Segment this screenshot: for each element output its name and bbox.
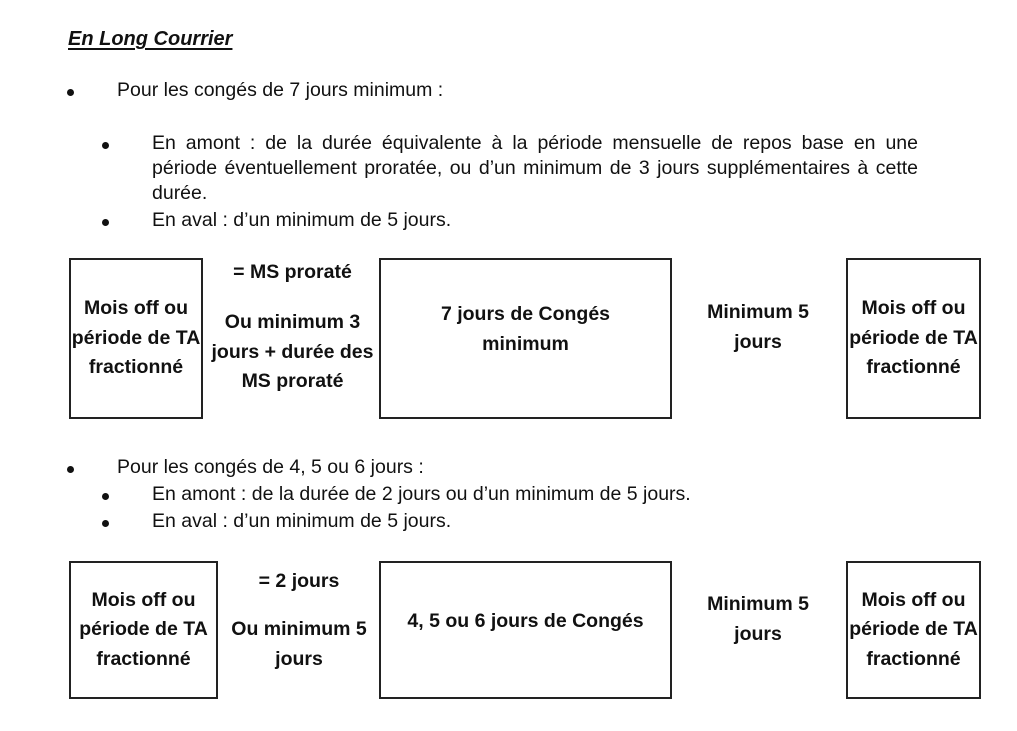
- period-box-after-label: Mois off ou période de TA fractionné: [849, 297, 978, 379]
- section1-title: Pour les congés de 7 jours minimum :: [117, 79, 444, 101]
- min-five-days-before-label: Ou minimum 5 jours: [231, 618, 367, 670]
- section2-aval: En aval : d’un minimum de 5 jours.: [152, 510, 452, 532]
- period-box-after: [846, 258, 981, 419]
- ms-prorate-label: = MS proraté: [233, 261, 352, 283]
- section2-amont: En amont : de la durée de 2 jours ou d’un minimum de 5 jours.: [152, 483, 691, 505]
- bullet-icon: [102, 520, 109, 527]
- after-minimum-label: Minimum 5 jours: [707, 593, 809, 645]
- section1-amont: En amont : de la durée équivalente à la période mensuelle de repos base en une période éventuellement proratée, ou d’un minimum de 3 jours supplémentaires à cette durée.: [152, 132, 918, 204]
- period-box-before: [69, 561, 218, 699]
- bullet-icon: [102, 219, 109, 226]
- conges-box: [379, 561, 672, 699]
- bullet-icon: [67, 466, 74, 473]
- period-box-before: [69, 258, 203, 419]
- bullet-icon: [67, 89, 74, 96]
- bullet-icon: [102, 493, 109, 500]
- section2-title: Pour les congés de 4, 5 ou 6 jours :: [117, 456, 424, 478]
- period-box-before-label: Mois off ou période de TA fractionné: [71, 297, 201, 379]
- period-box-after-label: Mois off ou période de TA fractionné: [849, 588, 978, 670]
- section1-aval: En aval : d’un minimum de 5 jours.: [152, 209, 452, 231]
- period-box-before-label: Mois off ou période de TA fractionné: [79, 588, 208, 670]
- bullet-icon: [102, 142, 109, 149]
- conges-box: [379, 258, 672, 419]
- conges-box-label: 7 jours de Congés minimum: [440, 303, 611, 355]
- period-box-after: [846, 561, 981, 699]
- after-minimum-label: Minimum 5 jours: [707, 301, 809, 353]
- ms-minimum-label: Ou minimum 3 jours + durée des MS proraté: [211, 311, 374, 392]
- two-days-label: = 2 jours: [258, 570, 340, 592]
- section-heading: En Long Courrier: [68, 28, 233, 50]
- conges-box-label: 4, 5 ou 6 jours de Congés: [407, 610, 644, 632]
